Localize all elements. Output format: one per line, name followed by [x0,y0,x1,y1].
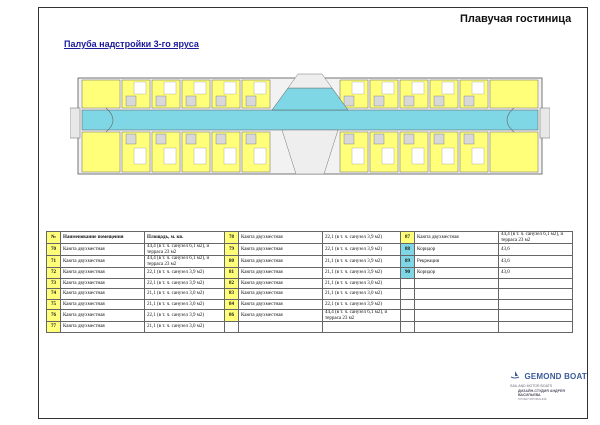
table-cell [499,289,573,300]
table-cell [401,322,415,333]
table-cell: 71 [47,256,61,268]
table-cell: 22,1 (в т. ч. санузел 3,9 м2) [145,268,225,279]
table-cell: 21,1 (в т. ч. санузел 3,0 м2) [145,322,225,333]
table-row [47,278,573,289]
boat-logo-icon [510,371,520,379]
table-cell [401,310,415,322]
table-cell [415,322,499,333]
table-cell: 21,1 (в т. ч. санузел 3,0 м2) [323,289,401,300]
table-cell: 43,6 [499,244,573,256]
table-cell [499,310,573,322]
table-cell: 21,1 (в т. ч. санузел 3,0 м2) [323,278,401,289]
table-row [47,256,573,268]
table-cell: Каюта двухместная [239,232,323,244]
table-cell: 76 [47,310,61,322]
studio-title: ДИЗАЙН-СТУДИЯ АНДРЕЯ ВАСИЛЬЕВА [518,389,565,397]
table-cell [415,299,499,310]
table-cell: Каюта двухместная [239,289,323,300]
table-cell: 82 [225,278,239,289]
table-cell: 44,4 (в т. ч. санузел 6,1 м2), и терраса 23 м2 [145,256,225,268]
rooms-table [46,231,573,333]
table-cell: Каюта двухместная [415,232,499,244]
drawing-frame [38,7,588,419]
table-cell: 74 [47,289,61,300]
table-cell: Рекреация [415,256,499,268]
table-cell: 22,1 (в т. ч. санузел 3,9 м2) [145,310,225,322]
table-row [47,289,573,300]
table-cell: 75 [47,299,61,310]
header-area: Площадь, м. кв. [145,232,225,244]
table-cell: 78 [225,232,239,244]
table-cell: 44,4 (в т. ч. санузел 6,1 м2), и терраса 23 м2 [145,244,225,256]
table-cell [415,278,499,289]
table-cell: Каюта двухместная [61,278,145,289]
table-cell [499,278,573,289]
table-cell: 22,1 (в т. ч. санузел 3,9 м2) [323,244,401,256]
table-cell: Каюта двухместная [61,310,145,322]
page-title: Плавучая гостиница [460,13,572,25]
table-cell: Каюта двухместная [239,299,323,310]
table-row [47,299,573,310]
table-row [47,244,573,256]
gemond-logo [510,366,587,388]
table-cell [239,322,323,333]
table-row [47,310,573,322]
table-cell: Каюта двухместная [61,299,145,310]
table-cell [323,322,401,333]
table-cell: Коридор [415,244,499,256]
table-cell: 43,6 [499,256,573,268]
table-cell: 89 [401,256,415,268]
table-cell [401,299,415,310]
table-cell: 44,4 (в т. ч. санузел 6,1 м2), и терраса 23 м2 [323,310,401,322]
table-cell [415,310,499,322]
table-cell: 21,1 (в т. ч. санузел 3,9 м2) [323,268,401,279]
table-header-row [47,232,573,244]
table-cell: 21,1 (в т. ч. санузел 3,9 м2) [323,256,401,268]
table-cell: 72 [47,268,61,279]
gemond-title: GEMOND BOAT [524,372,587,381]
table-cell: 90 [401,268,415,279]
table-cell: Каюта двухместная [61,322,145,333]
table-cell: 21,1 (в т. ч. санузел 3,0 м2) [145,289,225,300]
table-cell: Каюта двухместная [239,278,323,289]
recreation-area-top [288,74,332,88]
table-cell: Коридор [415,268,499,279]
table-cell: 86 [225,310,239,322]
table-cell: 70 [47,244,61,256]
corridor [82,110,538,130]
table-cell [401,289,415,300]
table-cell: Каюта двухместная [239,268,323,279]
table-row [47,322,573,333]
table-cell: 77 [47,322,61,333]
table-cell: 22,1 (в т. ч. санузел 3,9 м2) [323,232,401,244]
table-cell [499,299,573,310]
table-cell: 22,1 (в т. ч. санузел 3,9 м2) [145,278,225,289]
table-cell: 87 [401,232,415,244]
table-cell: 21,1 (в т. ч. санузел 3,0 м2) [145,299,225,310]
table-cell: Каюта двухместная [239,244,323,256]
studio-sub: ПРОЕКТИРОВАНИЕ [518,397,547,401]
plan-stair-right [540,108,550,138]
table-cell: 73 [47,278,61,289]
table-cell: 44,4 (в т. ч. санузел 6,1 м2), и терраса 23 м2 [499,232,573,244]
table-cell [225,322,239,333]
table-cell: Каюта двухместная [61,256,145,268]
deck-subtitle: Палуба надстройки 3-го яруса [64,39,199,49]
table-cell: 88 [401,244,415,256]
header-num: № [47,232,61,244]
table-cell: 83 [225,289,239,300]
studio-logo [518,389,580,401]
table-cell [401,278,415,289]
table-cell: Каюта двухместная [61,268,145,279]
table-cell [499,322,573,333]
table-cell: Каюта двухместная [61,244,145,256]
plan-stair-left [70,108,80,138]
deck-plan [70,70,550,180]
table-cell: Каюта двухместная [239,256,323,268]
table-cell: Каюта двухместная [239,310,323,322]
header-name: Наименование помещения [61,232,145,244]
table-cell: 22,1 (в т. ч. санузел 3,9 м2) [323,299,401,310]
table-cell [415,289,499,300]
table-cell: Каюта двухместная [61,289,145,300]
table-cell: 80 [225,256,239,268]
table-cell: 81 [225,268,239,279]
gemond-sub: SAIL AND MOTOR BOATS [510,384,553,388]
table-cell: 79 [225,244,239,256]
table-cell: 84 [225,299,239,310]
table-row [47,268,573,279]
table-cell: 43,0 [499,268,573,279]
